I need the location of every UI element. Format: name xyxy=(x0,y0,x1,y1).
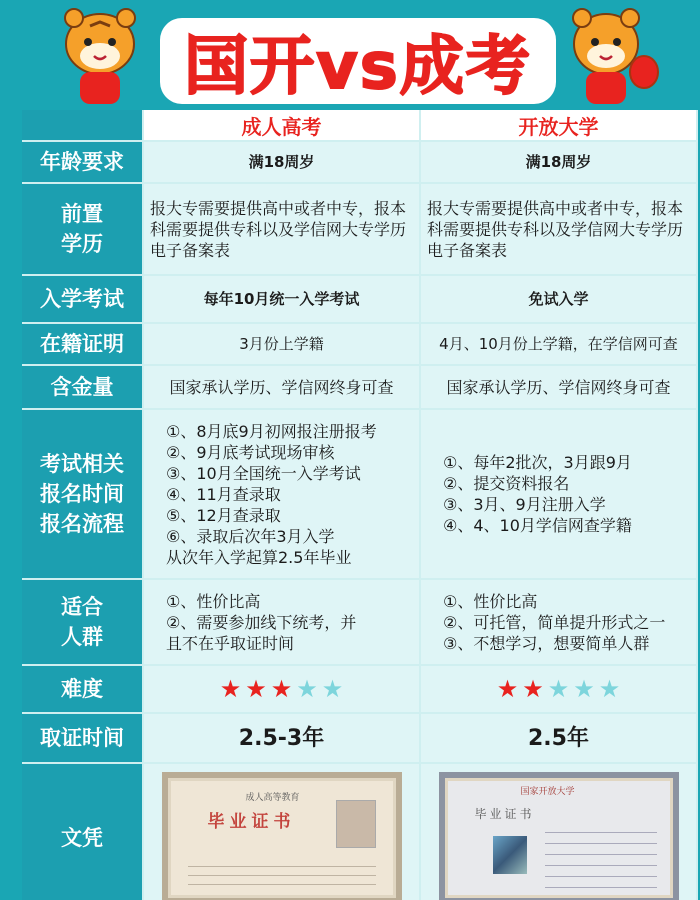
row-enroll xyxy=(22,324,698,366)
certificate-image-right xyxy=(439,772,679,900)
exam-left: 每年10月统一入学考试 xyxy=(144,276,421,324)
row-cert xyxy=(22,764,698,900)
value-right: 国家承认学历、学信网终身可查 xyxy=(421,366,698,410)
row-label-cert: 文凭 xyxy=(22,764,144,900)
value-left: 国家承认学历、学信网终身可查 xyxy=(144,366,421,410)
difficulty-right xyxy=(421,666,698,714)
star-empty-icon: ★ xyxy=(321,675,344,703)
row-crowd xyxy=(22,580,698,666)
comparison-table xyxy=(22,110,698,900)
process-right-item: ②、提交资料报名 xyxy=(443,474,570,493)
enroll-left: 3月份上学籍 xyxy=(144,324,421,366)
row-label-exam: 入学考试 xyxy=(22,276,144,324)
row-difficulty xyxy=(22,666,698,714)
star-empty-icon: ★ xyxy=(573,675,595,703)
cert-right xyxy=(421,764,698,900)
difficulty-left-stars xyxy=(150,675,413,703)
duration-left: 2.5-3年 xyxy=(144,714,421,764)
process-left-item: 从次年入学起算2.5年毕业 xyxy=(166,547,352,567)
cert-right-small-text: 国家开放大学 xyxy=(520,787,575,797)
cert-left-title: 毕业证书 xyxy=(207,812,296,832)
row-label-process: 考试相关 报名时间 报名流程 xyxy=(22,410,144,580)
crowd-right-item: ①、性价比高 xyxy=(443,591,538,611)
process-left-item: ⑥、录取后次年3月入学 xyxy=(166,526,335,546)
star-filled-icon: ★ xyxy=(496,675,519,703)
star-filled-icon: ★ xyxy=(245,675,267,703)
difficulty-right-stars xyxy=(427,675,690,703)
row-value xyxy=(22,366,698,410)
row-age xyxy=(22,142,698,184)
tiger-mascot-icon xyxy=(560,2,660,110)
process-right-item: ③、3月、9月注册入学 xyxy=(443,495,606,514)
age-left: 满18周岁 xyxy=(144,142,421,184)
edu-right: 报大专需要提供高中或者中专，报本科需要提供专科以及学信网大专学历电子备案表 xyxy=(421,184,698,276)
process-left-item: ②、9月底考试现场审核 xyxy=(166,442,335,462)
star-filled-icon: ★ xyxy=(522,675,544,703)
process-left-item: ③、10月全国统一入学考试 xyxy=(166,463,361,483)
enroll-right: 4月、10月份上学籍，在学信网可查 xyxy=(421,324,698,366)
duration-right: 2.5年 xyxy=(421,714,698,764)
process-right-item: ①、每年2批次，3月跟9月 xyxy=(443,453,632,472)
cert-left-photo xyxy=(336,800,376,848)
exam-right: 免试入学 xyxy=(421,276,698,324)
column-header-left: 成人高考 xyxy=(144,110,421,142)
age-right: 满18周岁 xyxy=(421,142,698,184)
column-header-right: 开放大学 xyxy=(421,110,698,142)
header-empty-cell xyxy=(22,110,144,142)
cert-left-lines xyxy=(188,858,376,892)
star-empty-icon: ★ xyxy=(598,675,621,703)
header-row xyxy=(22,110,698,142)
crowd-right-item: ③、不想学习，想要简单人群 xyxy=(443,633,650,653)
row-label-crowd: 适合 人群 xyxy=(22,580,144,666)
star-filled-icon: ★ xyxy=(270,675,293,703)
crowd-right-item: ②、可托管，简单提升形式之一 xyxy=(443,612,666,632)
row-label-age: 年龄要求 xyxy=(22,142,144,184)
row-label-edu: 前置 学历 xyxy=(22,184,144,276)
process-left-item: ④、11月查录取 xyxy=(166,484,281,504)
crowd-left-item: ①、性价比高 xyxy=(166,591,261,611)
crowd-left-item: ②、需要参加线下统考，并 xyxy=(166,612,357,632)
cert-right-photo xyxy=(493,836,527,874)
star-empty-icon: ★ xyxy=(296,675,318,703)
row-label-duration: 取证时间 xyxy=(22,714,144,764)
crowd-left xyxy=(144,580,421,666)
process-right-item: ④、4、10月学信网查学籍 xyxy=(443,516,632,535)
row-label-difficulty: 难度 xyxy=(22,666,144,714)
cert-left xyxy=(144,764,421,900)
crowd-left-item: 且不在乎取证时间 xyxy=(166,633,295,653)
title-box xyxy=(160,18,556,104)
process-left-item: ⑤、12月查录取 xyxy=(166,505,281,525)
star-filled-icon: ★ xyxy=(219,675,242,703)
row-duration xyxy=(22,714,698,764)
difficulty-left xyxy=(144,666,421,714)
crowd-right xyxy=(421,580,698,666)
row-exam xyxy=(22,276,698,324)
star-empty-icon: ★ xyxy=(547,675,570,703)
edu-left: 报大专需要提供高中或者中专，报本科需要提供专科以及学信网大专学历电子备案表 xyxy=(144,184,421,276)
cert-right-title: 毕业证书 xyxy=(474,807,535,821)
process-left xyxy=(144,410,421,580)
row-label-enroll: 在籍证明 xyxy=(22,324,144,366)
page-title: 国开vs成考 xyxy=(184,30,532,104)
process-right xyxy=(421,410,698,580)
row-process xyxy=(22,410,698,580)
row-label-value: 含金量 xyxy=(22,366,144,410)
certificate-image-left xyxy=(162,772,402,900)
process-left-item: ①、8月底9月初网报注册报考 xyxy=(166,421,377,441)
cert-left-small-text: 成人高等教育 xyxy=(245,793,300,803)
header xyxy=(0,0,700,112)
row-edu xyxy=(22,184,698,276)
tiger-mascot-icon xyxy=(50,2,150,110)
cert-right-lines xyxy=(545,822,657,892)
